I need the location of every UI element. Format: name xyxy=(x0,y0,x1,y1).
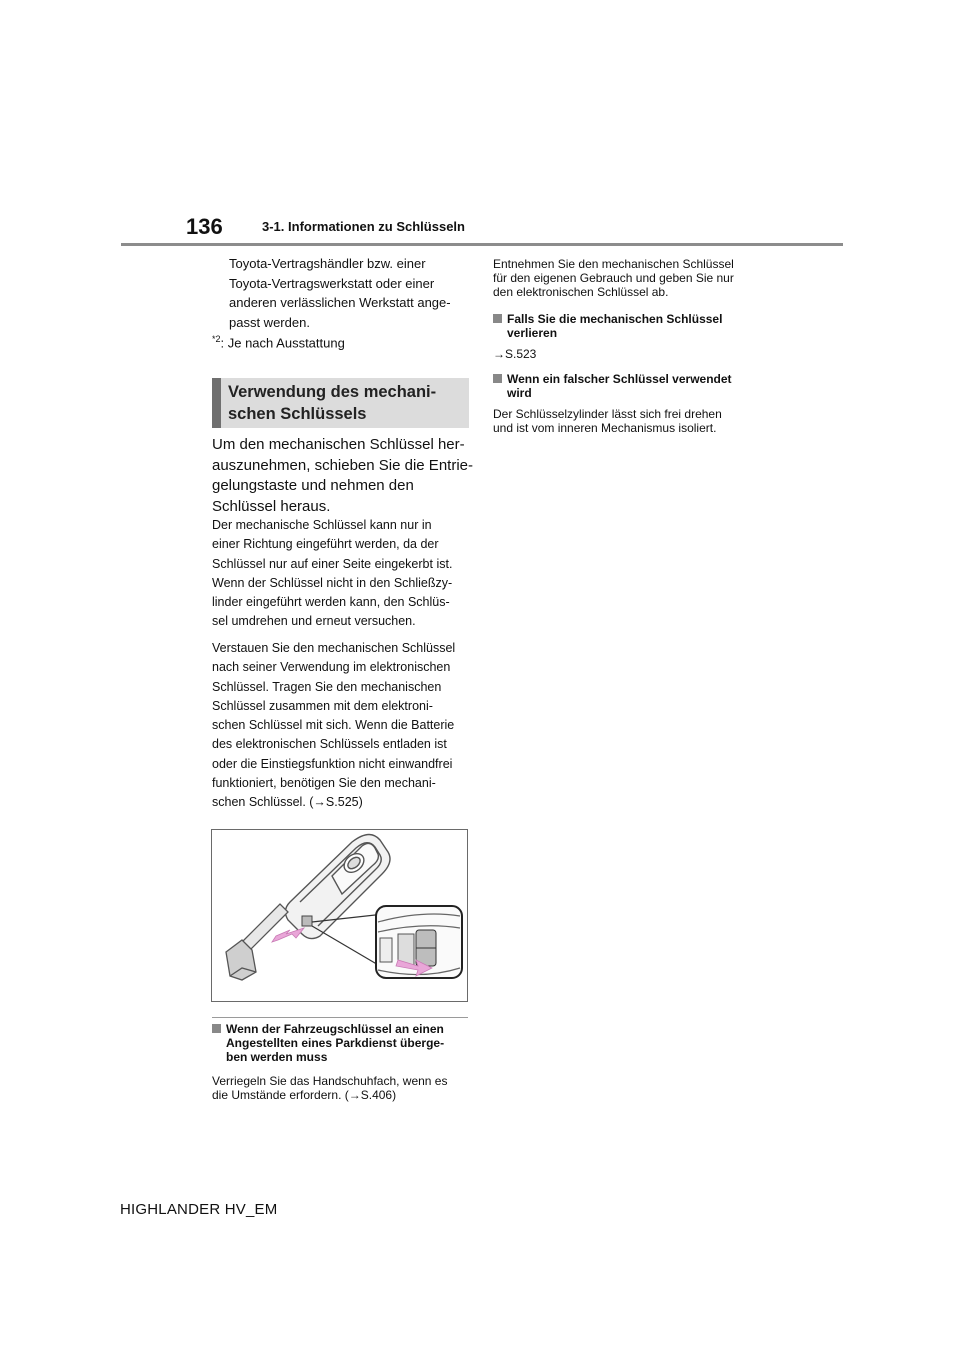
text-line: des elektronischen Schlüssels entladen ist xyxy=(212,737,447,752)
square-bullet-icon xyxy=(212,1024,221,1033)
text-line: ben werden muss xyxy=(226,1050,328,1064)
text-line: und ist vom inneren Mechanismus isoliert. xyxy=(493,421,717,435)
text-line: auszunehmen, schieben Sie die Entrie- xyxy=(212,456,473,474)
text-line: für den eigenen Gebrauch und geben Sie nur xyxy=(493,271,734,285)
key-removal-illustration xyxy=(211,829,468,1002)
section-title: 3-1. Informationen zu Schlüsseln xyxy=(262,219,465,234)
text-line: den elektronischen Schlüssel ab. xyxy=(493,285,669,299)
mechanical-key xyxy=(226,904,288,980)
footnote xyxy=(212,334,345,350)
text-line: Schlüssel zusammen mit dem elektroni- xyxy=(212,698,433,713)
text-line: linder eingeführt werden kann, den Schlüs- xyxy=(212,595,450,610)
valet-subheading xyxy=(212,1022,486,1064)
text-line: Falls Sie die mechanischen Schlüssel xyxy=(507,312,723,326)
text-line: schen Schlüssel. (→S.525) xyxy=(212,795,363,810)
wrong-key-subheading xyxy=(493,372,777,400)
text-line: verlieren xyxy=(507,326,558,340)
text-line: Schlüssel. Tragen Sie den mechanischen xyxy=(212,679,442,694)
footer-model: HIGHLANDER HV_EM xyxy=(120,1201,278,1218)
text-line: Schlüssel heraus. xyxy=(212,497,331,515)
text-line: Entnehmen Sie den mechanischen Schlüssel xyxy=(493,257,734,271)
lost-key-reference: →S.523 xyxy=(493,347,537,361)
divider xyxy=(212,1017,468,1018)
text-line: Der Schlüsselzylinder lässt sich frei drehen xyxy=(493,407,722,421)
lost-key-subheading xyxy=(493,312,777,340)
square-bullet-icon xyxy=(493,314,502,323)
text-line: Wenn der Schlüssel nicht in den Schließzy- xyxy=(212,575,453,590)
heading-line: Verwendung des mechani- xyxy=(228,383,437,401)
text-line: Der mechanische Schlüssel kann nur in xyxy=(212,518,432,532)
text-line: Verriegeln Sie das Handschuhfach, wenn es xyxy=(212,1074,448,1088)
text-line: Um den mechanischen Schlüssel her- xyxy=(212,436,465,453)
text-line: einer Richtung eingeführt werden, da der xyxy=(212,537,439,552)
text-line: die Umstände erfordern. (→S.406) xyxy=(212,1088,397,1102)
header-rule xyxy=(121,243,843,246)
text-line: anderen verlässlichen Werkstatt ange- xyxy=(229,295,451,310)
paragraph-key-storage xyxy=(212,639,474,813)
smart-key-fob xyxy=(285,834,390,938)
removal-arrow-icon xyxy=(272,928,304,942)
text-line: nach seiner Verwendung im elektronischen xyxy=(212,660,451,675)
page-number: 136 xyxy=(186,214,223,239)
heading-line: schen Schlüssels xyxy=(228,405,367,423)
paragraph-key-insertion xyxy=(212,516,474,632)
text-line: wird xyxy=(507,386,532,400)
text-line: passt werden. xyxy=(229,314,310,330)
text-line: Toyota-Vertragshändler bzw. einer xyxy=(229,256,426,271)
wrong-key-text xyxy=(493,407,763,435)
text-line: funktioniert, benötigen Sie den mechani- xyxy=(212,776,436,791)
text-line: Angestellten eines Parkdienst überge- xyxy=(226,1036,445,1050)
section-heading xyxy=(212,378,469,428)
key-illustration-svg xyxy=(212,830,467,1001)
instruction-text xyxy=(212,435,474,517)
text-line: oder die Einstiegsfunktion nicht einwandfrei xyxy=(212,756,453,771)
text-line: Toyota-Vertragswerkstatt oder einer xyxy=(229,275,435,291)
text-line: Schlüssel nur auf einer Seite eingekerbt ist. xyxy=(212,556,453,571)
text-line: Wenn ein falscher Schlüssel verwendet xyxy=(507,372,732,386)
text-line: Wenn der Fahrzeugschlüssel an einen xyxy=(226,1022,444,1036)
valet-intro-text xyxy=(493,257,763,299)
zoom-line xyxy=(312,926,380,966)
footnote-text: : Je nach Ausstattung xyxy=(220,335,345,351)
footnote-marker: *2 xyxy=(212,334,221,344)
release-button xyxy=(302,916,312,926)
continuation-text xyxy=(229,254,479,332)
text-line: schen Schlüssel mit sich. Wenn die Batterie xyxy=(212,718,455,733)
text-line: sel umdrehen und erneut versuchen. xyxy=(212,614,416,629)
text-line: gelungstaste und nehmen den xyxy=(212,477,414,494)
text-line: Verstauen Sie den mechanischen Schlüssel xyxy=(212,641,456,655)
valet-text xyxy=(212,1074,474,1102)
square-bullet-icon xyxy=(493,374,502,383)
